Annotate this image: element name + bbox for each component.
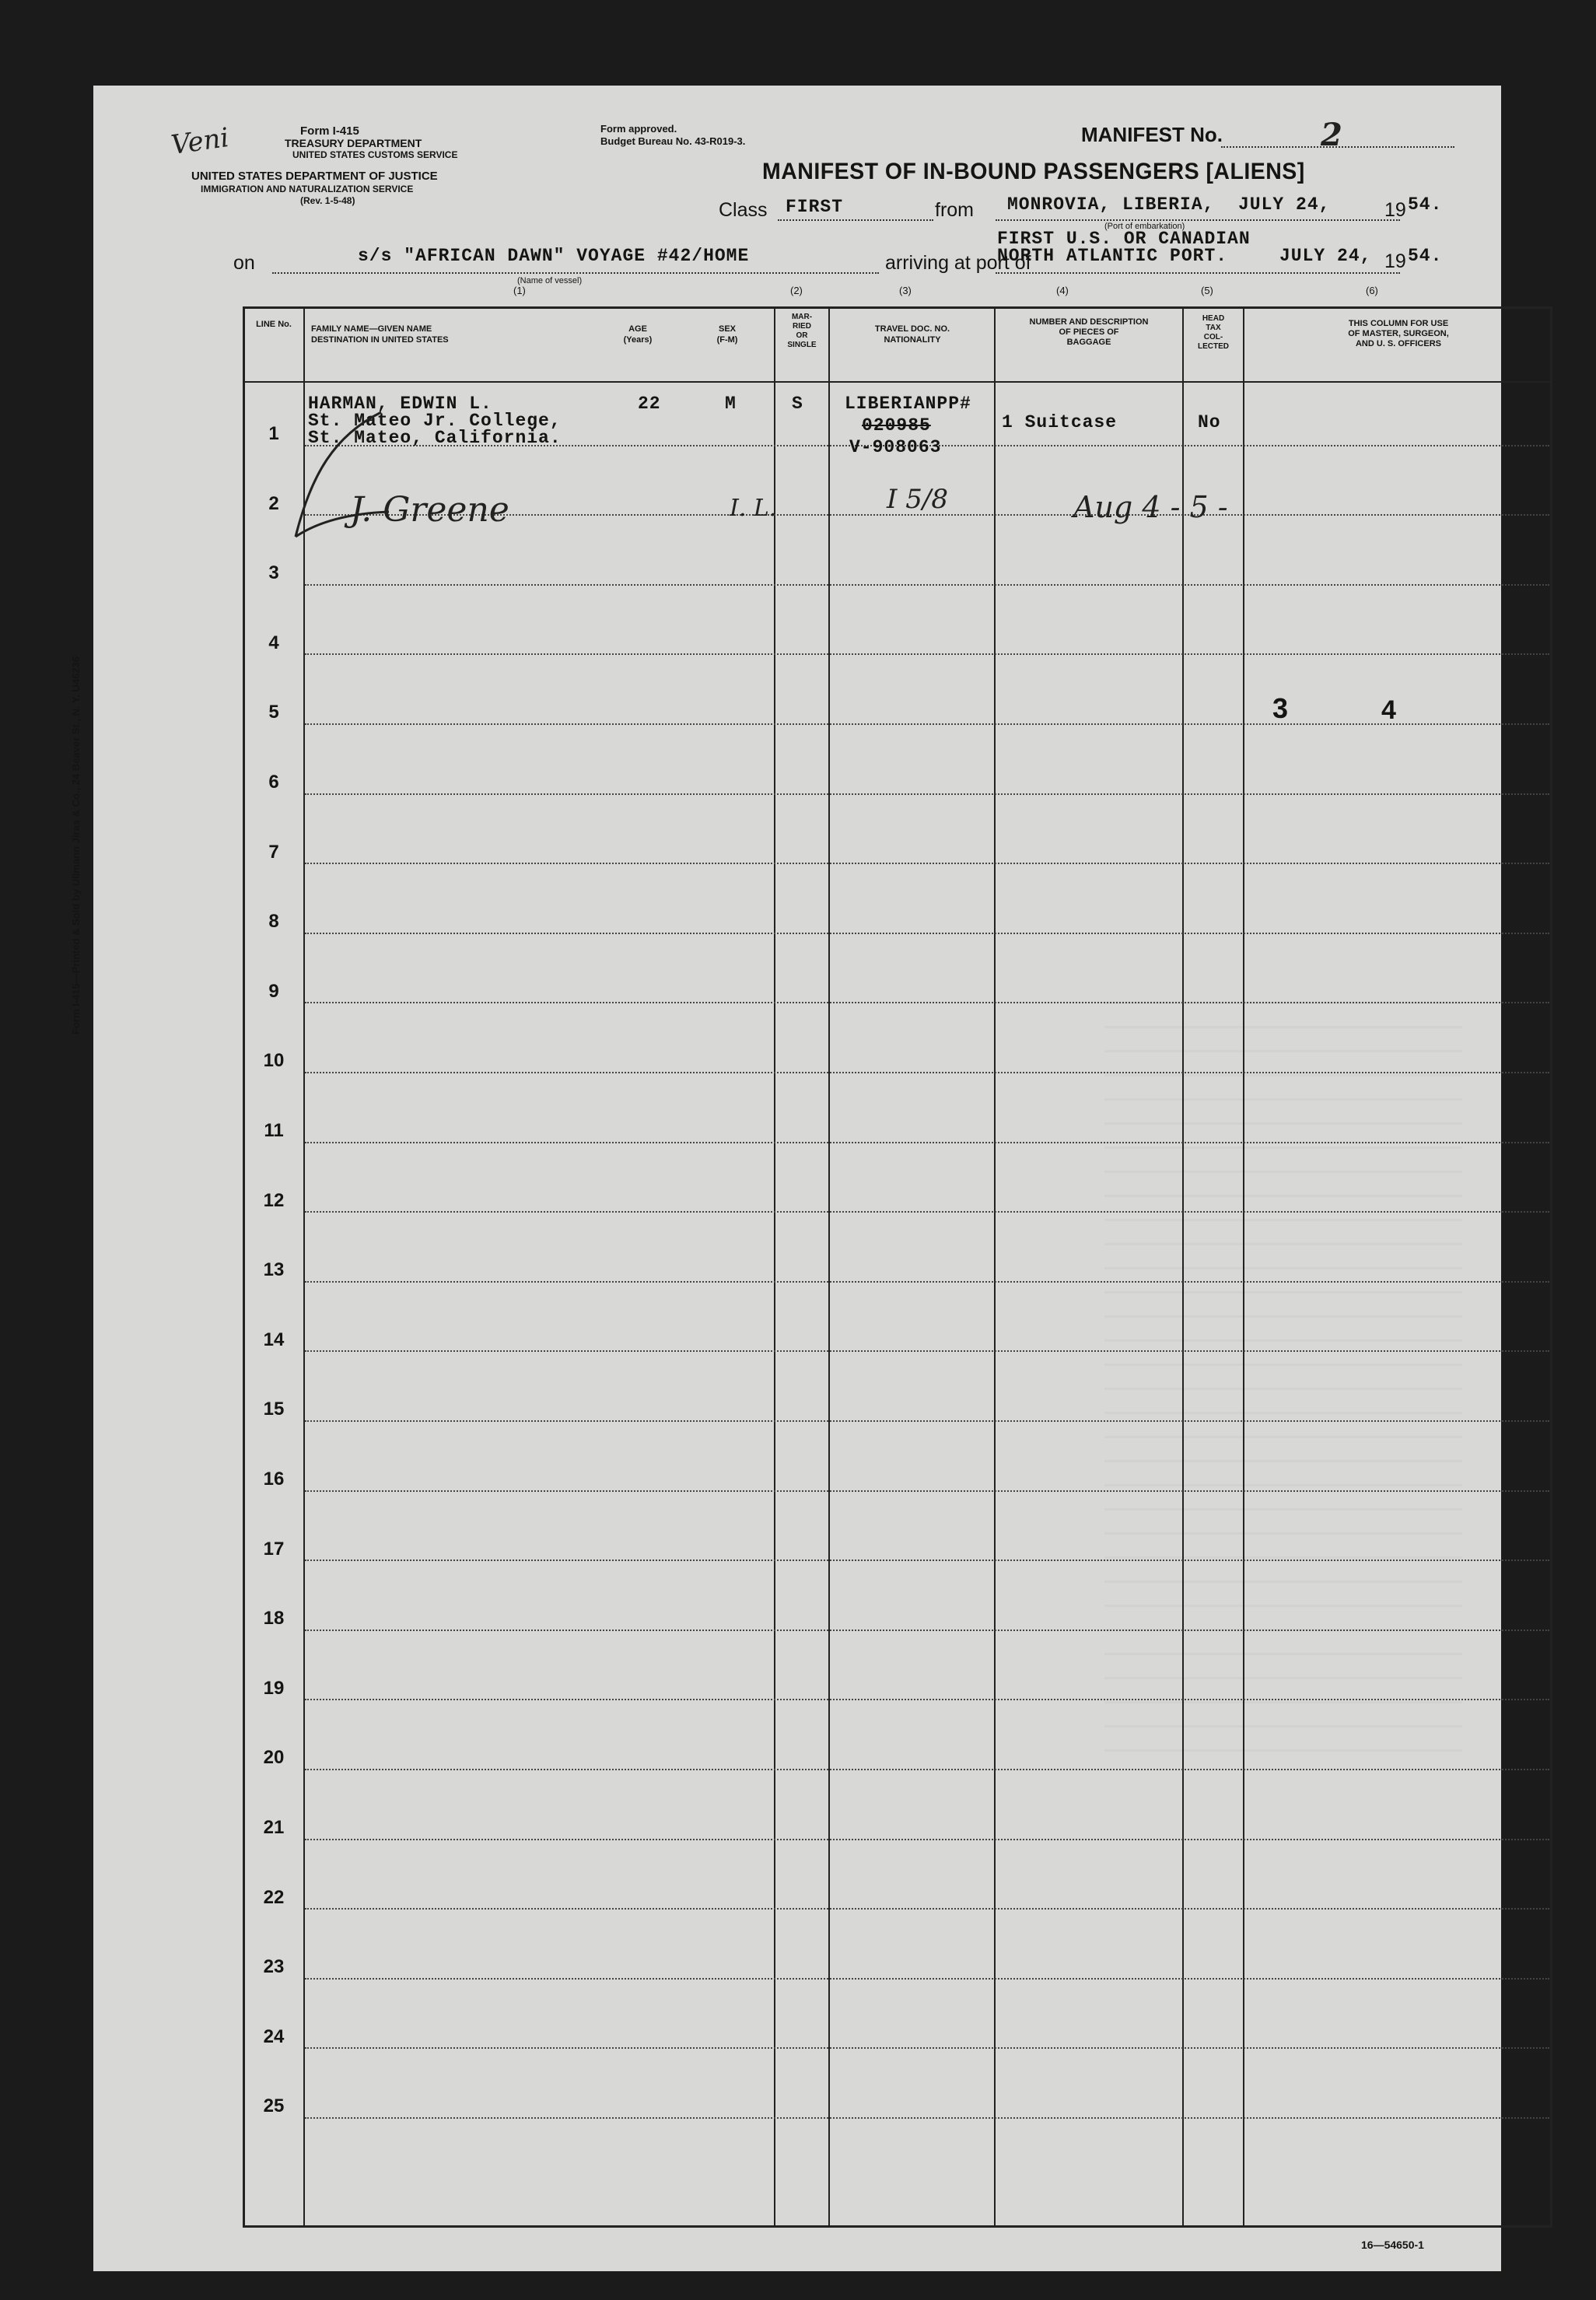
passenger-destination-2: St. Mateo, California. (308, 428, 562, 448)
budget-bureau: Budget Bureau No. 43-R019-3. (600, 135, 746, 147)
passenger-nationality: LIBERIANPP# (845, 394, 971, 414)
line-number: 5 (268, 702, 279, 723)
manifest-table (243, 306, 1552, 2228)
admission-date: Aug 4 - 5 - (1073, 490, 1228, 524)
form-approved: Form approved. (600, 123, 677, 135)
immigration-service: IMMIGRATION AND NATURALIZATION SERVICE (201, 184, 414, 194)
signature-flourish (288, 404, 397, 544)
col-divider (774, 306, 775, 2228)
from-label: from (935, 199, 974, 221)
row-dotted-line (305, 1211, 1549, 1213)
header-married: MAR- RIED OR SINGLE (787, 313, 817, 349)
line-number: 7 (268, 841, 279, 863)
line-number: 24 (263, 2025, 285, 2047)
header-travel-doc: TRAVEL DOC. NO. NATIONALITY (874, 324, 950, 345)
line-number: 23 (263, 1956, 285, 1978)
header-age: AGE (Years) (623, 324, 653, 345)
arrival-line (996, 272, 1400, 274)
row-dotted-line (305, 1490, 1549, 1492)
row-dotted-line (305, 1699, 1549, 1700)
line5-mark-a: 3 (1272, 692, 1289, 724)
row-dotted-line (305, 584, 1549, 586)
passenger-doc-2: V-908063 (849, 437, 942, 457)
row-dotted-line (305, 1978, 1549, 1980)
header-head-tax: HEAD TAX COL- LECTED (1198, 314, 1229, 351)
line-number: 9 (268, 980, 279, 1002)
line-number: 25 (263, 2095, 285, 2117)
row-dotted-line (305, 1630, 1549, 1631)
line-number: 3 (268, 562, 279, 584)
form-revision: (Rev. 1-5-48) (300, 195, 355, 206)
row-dotted-line (305, 933, 1549, 934)
col-divider (1182, 306, 1184, 2228)
departure-year-prefix: 19 (1384, 199, 1406, 221)
header-sex: SEX (F-M) (716, 324, 738, 345)
row-dotted-line (305, 1839, 1549, 1840)
passenger-age: 22 (638, 394, 661, 414)
line-number: 10 (263, 1050, 285, 1072)
col-num-2: (2) (790, 285, 803, 296)
treasury-department: TREASURY DEPARTMENT (285, 137, 422, 149)
inspection-stamp-b: I 5/8 (887, 484, 948, 515)
passenger-name: HARMAN, EDWIN L. (308, 394, 492, 414)
inspection-stamp-a: I. L. (730, 495, 777, 522)
col-num-6: (6) (1366, 285, 1378, 296)
row-dotted-line (305, 2117, 1549, 2119)
line-number: 18 (263, 1608, 285, 1630)
line-number: 13 (263, 1259, 285, 1281)
col-divider (994, 306, 996, 2228)
line-number: 1 (268, 423, 279, 444)
on-label: on (233, 252, 255, 274)
row-dotted-line (305, 793, 1549, 795)
arrival-port-line1: FIRST U.S. OR CANADIAN (997, 229, 1251, 249)
line-number: 11 (264, 1120, 284, 1141)
vessel-name: s/s "AFRICAN DAWN" VOYAGE #42/HOME (358, 246, 750, 266)
row-dotted-line (305, 1072, 1549, 1073)
departure-date: JULY 24, (1238, 194, 1331, 215)
row-dotted-line (305, 1350, 1549, 1352)
corner-handwriting: Veni (169, 122, 231, 161)
row-dotted-line (305, 1420, 1549, 1422)
header-line-no: LINE No. (256, 320, 292, 329)
departure-year: 54. (1408, 194, 1443, 215)
col-num-4: (4) (1056, 285, 1069, 296)
manifest-number-value: 2 (1321, 117, 1342, 153)
row-dotted-line (305, 723, 1549, 725)
manifest-number-label: MANIFEST No. (1081, 123, 1223, 146)
header-officers: THIS COLUMN FOR USE OF MASTER, SURGEON, AND U. S. OFFICERS (1348, 319, 1449, 348)
row-dotted-line (305, 1281, 1549, 1283)
printer-margin-note: Form I-415—Printed & Sold by Ullmann Jiras & Co., 24 Beaver St., N. Y. U46236 (70, 656, 82, 1034)
passenger-sex: M (725, 394, 737, 414)
line5-mark-b: 4 (1381, 695, 1396, 725)
row-dotted-line (305, 1908, 1549, 1910)
passenger-doc-1: 020985 (862, 415, 931, 436)
class-line (778, 219, 933, 221)
customs-service: UNITED STATES CUSTOMS SERVICE (292, 149, 458, 160)
passenger-baggage: 1 Suitcase (1002, 412, 1118, 432)
department-of-justice: UNITED STATES DEPARTMENT OF JUSTICE (191, 170, 438, 183)
line-number: 15 (263, 1399, 285, 1420)
arriving-label: arriving at port of (885, 252, 1031, 274)
from-line (996, 219, 1400, 221)
line-number: 6 (268, 772, 279, 793)
col-num-1: (1) (513, 285, 526, 296)
port-embarkation-caption: (Port of embarkation) (1104, 222, 1185, 231)
row-dotted-line (305, 1002, 1549, 1003)
col-divider (828, 306, 830, 2228)
line-number: 17 (263, 1538, 285, 1560)
row-dotted-line (305, 1769, 1549, 1770)
col-num-3: (3) (899, 285, 912, 296)
class-label: Class (719, 199, 768, 221)
inspector-signature: J. Greene (350, 490, 509, 530)
arrival-date: JULY 24, (1279, 246, 1372, 266)
vessel-caption: (Name of vessel) (517, 276, 583, 285)
line-number: 8 (268, 911, 279, 933)
departure-port: MONROVIA, LIBERIA, (1007, 194, 1215, 215)
line-number: 12 (263, 1189, 285, 1211)
row-dotted-line (305, 1560, 1549, 1561)
line-number: 19 (263, 1677, 285, 1699)
class-value: FIRST (786, 197, 844, 217)
row-dotted-line (305, 863, 1549, 864)
vessel-line (272, 272, 879, 274)
row-dotted-line (305, 1142, 1549, 1143)
col-divider (1243, 306, 1244, 2228)
col-num-5: (5) (1201, 285, 1213, 296)
passenger-destination-1: St. Mateo Jr. College, (308, 411, 562, 431)
row-dotted-line (305, 2047, 1549, 2049)
manifest-title: MANIFEST OF IN-BOUND PASSENGERS [ALIENS] (762, 159, 1305, 184)
line-number: 22 (263, 1886, 285, 1908)
passenger-marital-status: S (792, 394, 803, 414)
arrival-year-prefix: 19 (1384, 250, 1406, 272)
line-number: 4 (268, 632, 279, 653)
col-divider (303, 306, 305, 2228)
passenger-head-tax: No (1198, 412, 1221, 432)
line-number: 21 (263, 1817, 285, 1838)
header-baggage: NUMBER AND DESCRIPTION OF PIECES OF BAGGAGE (1029, 317, 1149, 347)
line-number: 2 (268, 492, 279, 514)
line-number: 14 (263, 1329, 285, 1350)
line-number: 20 (263, 1747, 285, 1769)
footer-form-code: 16—54650-1 (1361, 2239, 1424, 2251)
form-number: Form I-415 (300, 124, 359, 138)
header-divider (243, 381, 1552, 383)
arrival-year: 54. (1408, 246, 1443, 266)
row-dotted-line (305, 653, 1549, 655)
manifest-sheet (70, 86, 1501, 2271)
line-number: 16 (263, 1469, 285, 1490)
header-name: FAMILY NAME—GIVEN NAME DESTINATION IN UNITED STATES (311, 324, 449, 345)
arrival-port-line2: NORTH ATLANTIC PORT. (997, 246, 1228, 266)
